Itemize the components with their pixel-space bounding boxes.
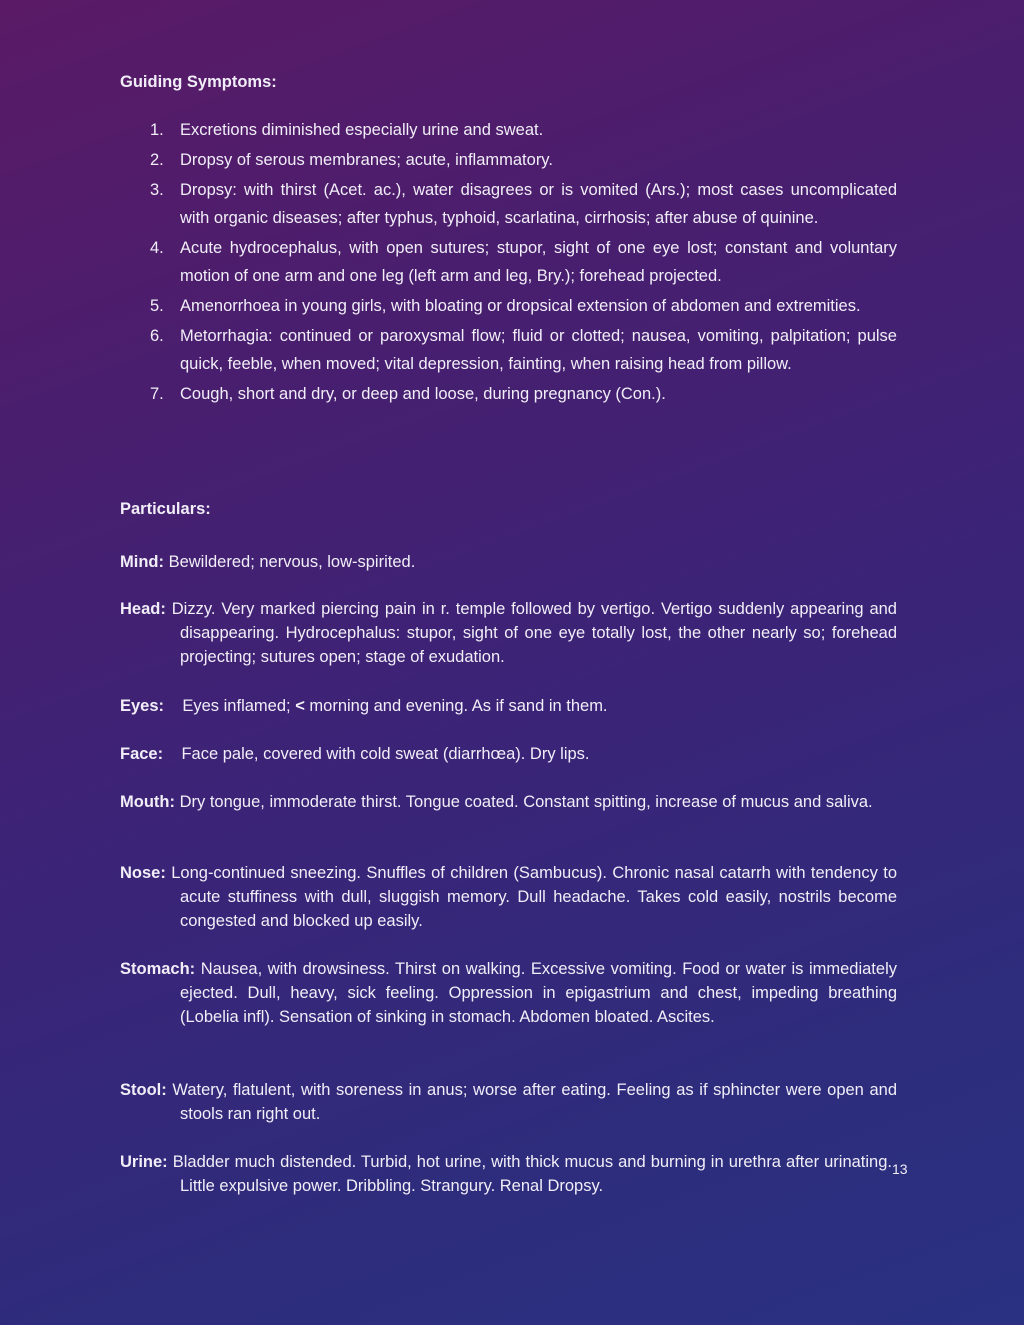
particular-text: Dry tongue, immoderate thirst. Tongue coated. Constant spitting, increase of mucus and saliva. <box>179 793 873 811</box>
list-number: 7. <box>150 385 164 403</box>
particular-stool <box>120 1078 897 1126</box>
particular-label: Mind: <box>120 553 164 571</box>
list-text: Cough, short and dry, or deep and loose, during pregnancy (Con.). <box>180 385 666 403</box>
list-text: Dropsy: with thirst (Acet. ac.), water disagrees or is vomited (Ars.); most cases uncomplicated with organic diseases; after typhus, typhoid, scarlatina, cirrhosis; after abuse of quinine. <box>180 181 897 227</box>
particular-label: Stomach: <box>120 960 196 978</box>
particular-label: Head: <box>120 600 166 618</box>
particular-nose <box>120 861 897 933</box>
particular-eyes <box>120 694 897 718</box>
guiding-symptoms-list <box>120 116 897 410</box>
particular-mouth <box>120 790 897 814</box>
list-number: 1. <box>150 121 164 139</box>
page-number: 13 <box>892 1161 908 1177</box>
particular-mind <box>120 550 897 574</box>
list-text: Acute hydrocephalus, with open sutures; stupor, sight of one eye lost; constant and voluntary motion of one arm and one leg (left arm and leg, Bry.); forehead projected. <box>180 239 897 285</box>
particular-label: Urine: <box>120 1153 168 1171</box>
list-item <box>120 380 897 408</box>
list-number: 2. <box>150 151 164 169</box>
list-item <box>120 292 897 320</box>
list-text: Amenorrhoea in young girls, with bloating or dropsical extension of abdomen and extremities. <box>180 297 861 315</box>
particular-text: Dizzy. Very marked piercing pain in r. temple followed by vertigo. Vertigo suddenly appearing and disappearing. Hydrocephalus: stupor, sight of one eye totally lost, the other nearly so; forehead projecting; sutures open; stage of exudation. <box>171 600 897 666</box>
particular-text: Nausea, with drowsiness. Thirst on walking. Excessive vomiting. Food or water is immediately ejected. Dull, heavy, sick feeling. Oppression in epigastrium and chest, impeding breathing (Lobelia infl). Sensation of sinking in stomach. Abdomen bloated. Ascites. <box>180 960 897 1026</box>
list-item <box>120 116 897 144</box>
list-item <box>120 176 897 232</box>
particulars-heading: Particulars: <box>120 500 211 518</box>
particular-text: Face pale, covered with cold sweat (diarrhœa). Dry lips. <box>181 745 590 763</box>
document-page <box>120 0 897 1325</box>
particular-label: Face: <box>120 745 164 763</box>
particular-face <box>120 742 897 766</box>
particular-text: Watery, flatulent, with soreness in anus; worse after eating. Feeling as if sphincter were open and stools ran right out. <box>172 1081 898 1123</box>
list-item <box>120 146 897 174</box>
list-number: 4. <box>150 239 164 257</box>
particular-label: Mouth: <box>120 793 175 811</box>
list-number: 6. <box>150 327 164 345</box>
list-text: Metorrhagia: continued or paroxysmal flow; fluid or clotted; nausea, vomiting, palpitation; pulse quick, feeble, when moved; vital depression, fainting, when raising head from pillow. <box>180 327 897 373</box>
particular-label: Nose: <box>120 864 166 882</box>
particular-text: Bewildered; nervous, low-spirited. <box>168 553 416 571</box>
list-item <box>120 322 897 378</box>
particular-stomach <box>120 957 897 1029</box>
list-text: Dropsy of serous membranes; acute, inflammatory. <box>180 151 553 169</box>
particular-text: Long-continued sneezing. Snuffles of children (Sambucus). Chronic nasal catarrh with tendency to acute stuffiness with dull, sluggish memory. Dull headache. Takes cold easily, nostrils become congested and blocked up easily. <box>171 864 897 930</box>
list-number: 3. <box>150 181 164 199</box>
list-text: Excretions diminished especially urine and sweat. <box>180 121 544 139</box>
particular-label: Eyes: <box>120 697 165 715</box>
particular-urine <box>120 1150 892 1198</box>
list-number: 5. <box>150 297 164 315</box>
guiding-symptoms-heading: Guiding Symptoms: <box>120 73 277 91</box>
particular-text: Bladder much distended. Turbid, hot urine, with thick mucus and burning in urethra after urinating. Little expulsive power. Dribbling. Strangury. Renal Dropsy. <box>172 1153 892 1195</box>
list-item <box>120 234 897 290</box>
particular-label: Stool: <box>120 1081 167 1099</box>
particular-head <box>120 597 897 669</box>
particular-text: Eyes inflamed; <box>182 697 291 715</box>
particular-text: morning and evening. As if sand in them. <box>309 697 608 715</box>
worse-symbol: < <box>295 697 305 715</box>
